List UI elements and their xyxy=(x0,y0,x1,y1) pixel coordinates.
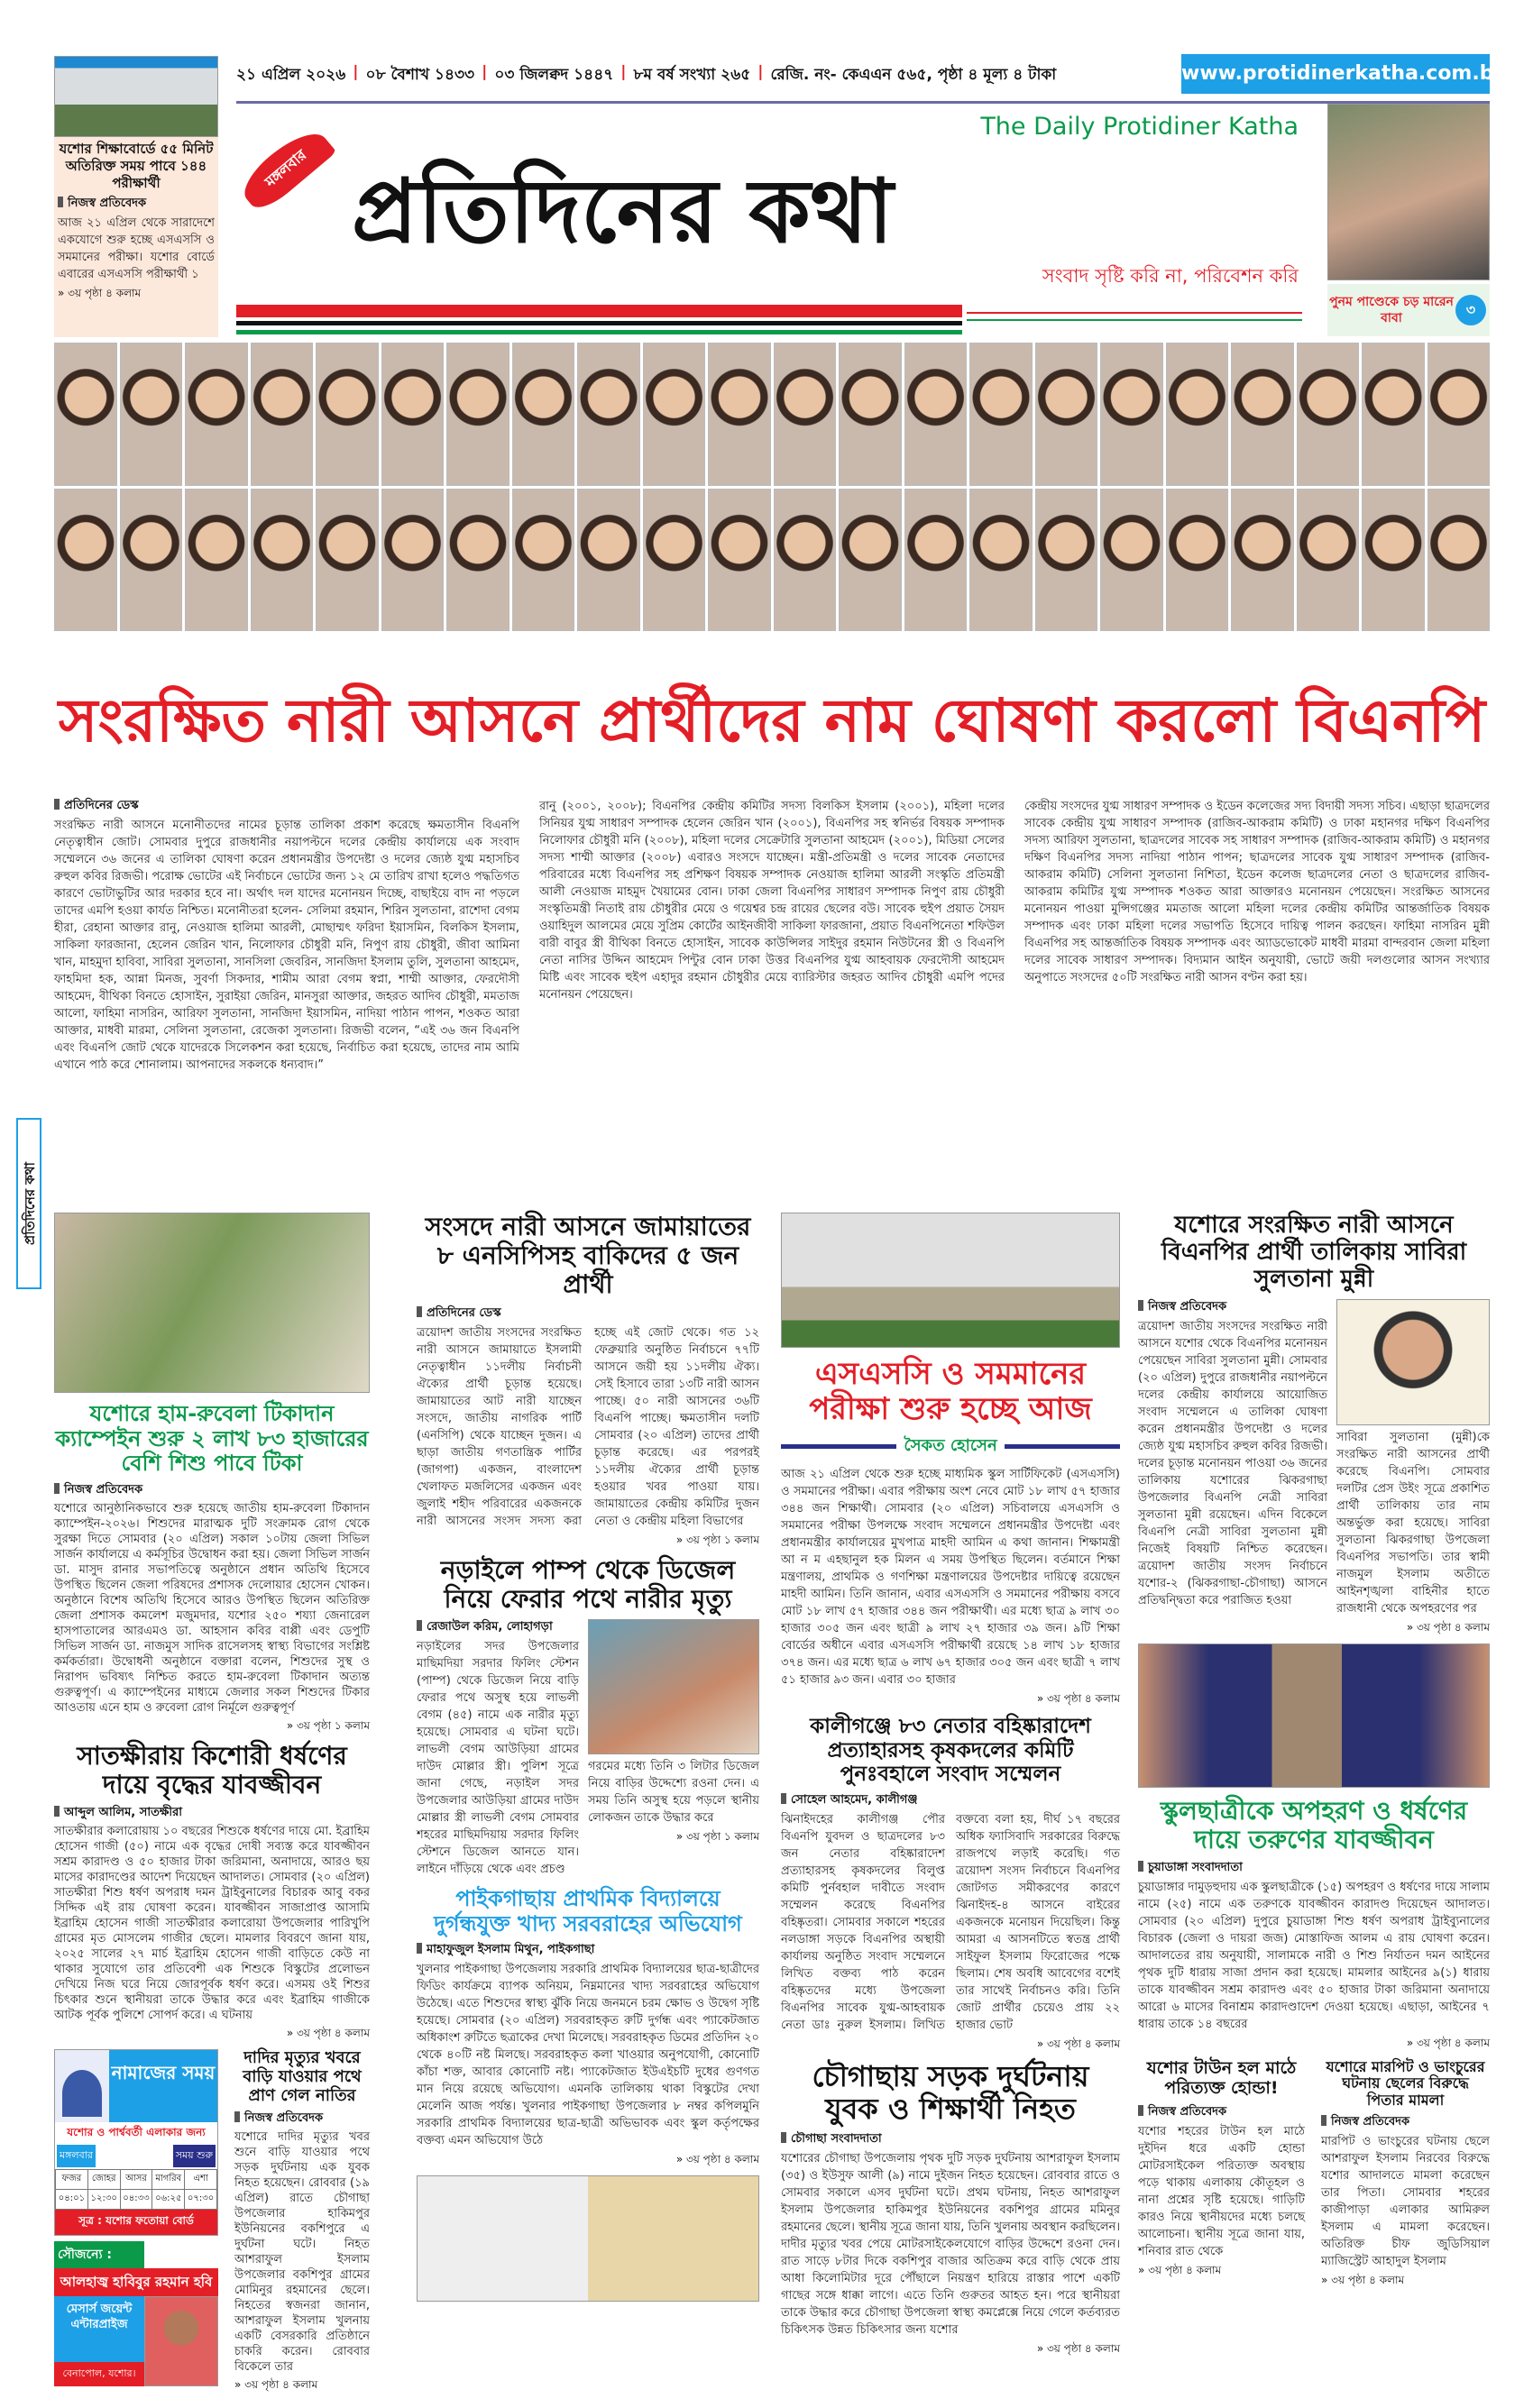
continue-link[interactable]: » ৩য় পৃষ্ঠা ৪ কলাম xyxy=(1336,1620,1490,1634)
date-bangla: ০৮ বৈশাখ ১৪৩৩ xyxy=(365,66,475,84)
story-body: আজ ২১ এপ্রিল থেকে শুরু হচ্ছে মাধ্যমিক স্কুল সার্টিফিকেট (এসএসসি) ও সমমানের পরীক্ষা। এবার পরীক্ষায় অংশ নেবে মোট ১৮ লাখ ৫৭ হাজার ৩৪৪ জন শিক্ষার্থী। সোমবার (২০ এপ্রিল) সচিবালয়ে এসএসসি ও সমমানের পরীক্ষা উপলক্ষে সংবাদ সম্মেলনে প্রধানমন্ত্রীর উপদেষ্টা এবং প্রধানমন্ত্রীর কার্যালয়ের মুখপাত্র মাহদী আমিন এ কথা জানান। শিক্ষামন্ত্রী আ ন ম এহছানুল হক মিলন এ সময় উপস্থিত ছিলেন। বর্তমানে শিক্ষা মন্ত্রণালয়, প্রাথমিক ও গণশিক্ষা মন্ত্রণালয়ের উপদেষ্টার দায়িত্বে রয়েছেন মাহদী আমিন। তিনি জানান, এবার এসএসসি ও সমমানের পরীক্ষায় বসবে মোট ১৮ লাখ ৫৭ হাজার ৩৪৪ জন পরীক্ষার্থী। এর মধ্যে ছাত্র ৯ লাখ ৩০ হাজার ৩০৫ জন এবং ছাত্রী ৯ লাখ ২৭ হাজার ৩৯ জন। ৯টি শিক্ষা বোর্ডের অধীনে এবার এসএসসি পরীক্ষার্থী রয়েছে ১৪ লাখ ১৮ হাজার ৩৭৪ জন। এর মধ্যে ছাত্র ৬ লাখ ৬৭ হাজার ৩০৫ জন এবং ছাত্রী ৭ লাখ ৫১ হাজার ৯৩ জন। এবার ৩০ হাজার xyxy=(781,1468,1120,1688)
masthead-english: The Daily Protidiner Katha xyxy=(980,113,1299,141)
sponsor-place: বেনাপোল, যশোর। xyxy=(54,2362,144,2386)
teaser-right-photo xyxy=(1327,104,1490,280)
candidate-portrait xyxy=(1166,343,1229,486)
candidate-portrait xyxy=(1297,343,1360,486)
story-headline: সংসদে নারী আসনে জামায়াতের ৮ এনসিপিসহ বাকিদের ৫ জন প্রার্থী xyxy=(425,1212,751,1300)
website-link[interactable]: www.protidinerkatha.com.bd xyxy=(1181,54,1490,94)
prayer-time: ০৪:০১ xyxy=(56,2190,88,2210)
prayer-table xyxy=(55,2169,217,2210)
story-byline: রেজাউল করিম, লোহাগড়া xyxy=(417,1619,579,1634)
candidate-portrait xyxy=(1297,489,1360,632)
candidate-portrait xyxy=(512,343,575,486)
day-badge: মঙ্গলবার xyxy=(235,122,337,215)
lead-column: সংরক্ষিত নারী আসনে মনোনীতদের নামের চূড়ান্ত তালিকা প্রকাশ করেছে ক্ষমতাসীন বিএনপি নেতৃত্বাধীন জোট। সোমবার দুপুরে রাজধানীর নয়াপল্টনে দলের কেন্দ্রীয় কার্যালয়ে এক সংবাদ সম্মেলনে ৩৬ জনের এ তালিকা ঘোষণা করেন প্রধানমন্ত্রীর উপদেষ্টা ও দলের জ্যেষ্ঠ যুগ্ম মহাসচিব রুহুল কবির রিজভী। পরোক্ষ ভোটের এই নির্বাচনে ভোটের জন্য ১২ মে তারিখ রাখা হলেও পদ্ধতিগত কারণে ভোটাভুটির আর দরকার হবে না। অর্থাৎ দল যাদের মনোনয়ন দিচ্ছে, বাছাইয়ে বাদ না পড়লে তাদের এমপি হওয়া কার্যত নিশ্চিত। মনোনীতরা হলেন- সেলিমা রহমান, শিরিন সুলতানা, রাশেদা বেগম হীরা, রেহানা আক্তার রানু, নেওয়াজ হালিমা আরলী, মোছাম্মৎ ফরিদা ইয়াসমিন, বিলকিস ইসলাম, সাকিলা ফারজানা, হেলেন জেরিন খান, নিলোফার চৌধুরী মনি, নিপুণ রায় চৌধুরী, জীবা আমিনা খান, মাহমুদা হাবিবা, সাবিরা সুলতানা, সানসিলা জেবরিন, সানজিদা ইসলাম তুলি, সুলতানা আহমেদ, ফাহমিদা হক, আন্না মিনজ, সুবর্ণা সিকদার, শামীম আরা বেগম স্বপ্না, শাম্মী আক্তার, ফেরদৌসী আহমেদ, বীথিকা বিনতে হোসাইন, সুরাইয়া জেরিন, মানসুরা আক্তার, জহরত আদিব চৌধুরী, মমতাজ আলো, ফাহিমা নাসরিন, আরিফা সুলতানা, সানজিদা ইয়াসমিন, নাদিয়া পাঠান পাপন, শওকত আরা আক্তার, মাধবী মারমা, সেলিনা সুলতানা, রেজেকা সুলতানা। রিজভী বলেন, “এই ৩৬ জন বিএনপি এবং বিএনপি জোট থেকে যাদেরকে সিলেকশন করা হয়েছে, নির্বাচিত করা হয়েছে, তাদের নাম আমি এখানে পাঠ করে শোনালাম। আপনাদের সকলকে ধন্যবাদ।” xyxy=(54,819,519,1072)
date-english: ২১ এপ্রিল ২০২৬ xyxy=(236,66,346,84)
candidate-portrait xyxy=(1427,489,1491,632)
story-body: ত্রয়োদশ জাতীয় সংসদের সংরক্ষিত নারী আসনে যশোর থেকে বিএনপির মনোনয়ন পেয়েছেন সাবিরা সুলতানা মুন্নী। সোমবার (২০ এপ্রিল) দুপুরে রাজধানীর নয়াপল্টনে দলের কেন্দ্রীয় কার্যালয়ে আয়োজিত সংবাদ সম্মেলনে এ তালিকা ঘোষণা করেন প্রধানমন্ত্রীর উপদেষ্টা ও দলের জ্যেষ্ঠ যুগ্ম মহাসচিব রুহুল কবির রিজভী। দলের চূড়ান্ত মনোনয়ন পাওয়া ৩৬ জনের তালিকায় যশোরের ঝিকরগাছা উপজেলার বিএনপি নেত্রী সাবিরা সুলতানা মুন্নী রয়েছেন। এদিন বিকেলে বিএনপি নেত্রী সাবিরা সুলতানা মুন্নী নিজেই বিষয়টি নিশ্চিত করেছেন। ত্রয়োদশ জাতীয় সংসদ নির্বাচনে যশোর-২ (ঝিকরগাছা-চৌগাছা) আসনে প্রতিদ্বন্দ্বিতা করে পরাজিত হওয়া xyxy=(1138,1319,1327,1607)
candidate-portrait xyxy=(708,489,771,632)
continue-link[interactable]: » ৩য় পৃষ্ঠা ৪ কলাম xyxy=(781,2341,1120,2356)
candidate-portrait xyxy=(969,343,1033,486)
story-byline: মাহাফুজুল ইসলাম মিথুন, পাইকগাছা xyxy=(417,1942,759,1957)
candidate-portrait xyxy=(774,343,837,486)
masthead-rule-red xyxy=(236,305,962,317)
candidate-portrait xyxy=(708,343,771,486)
candidate-portrait xyxy=(643,343,706,486)
continue-link[interactable]: » ৩য় পৃষ্ঠা ১ কলাম xyxy=(417,1533,759,1547)
lead-headline[interactable]: সংরক্ষিত নারী আসনে প্রার্থীদের নাম ঘোষণা করলো বিএনপি xyxy=(58,686,1486,755)
candidate-portrait xyxy=(577,489,640,632)
masthead-slogan: সংবাদ সৃষ্টি করি না, পরিবেশন করি xyxy=(1042,265,1299,287)
story-kaliganj[interactable] xyxy=(781,1715,1120,2050)
story-byline: নিজস্ব প্রতিবেদক xyxy=(234,2110,370,2126)
dateline: ২১ এপ্রিল ২০২৬ | ০৮ বৈশাখ ১৪৩৩ | ০৩ জিলক্বদ ১৪৪৭ | ৮ম বর্ষ সংখ্যা ২৬৫ | রেজি. নং- কেএএন ৫৬৫, পৃষ্ঠা ৪ মূল্য ৪ টাকা xyxy=(236,63,1174,88)
story-chougachha[interactable] xyxy=(781,2060,1120,2357)
story-satkhira[interactable] xyxy=(54,1742,370,2040)
story-case[interactable] xyxy=(1321,2059,1490,2287)
story-paikgacha[interactable] xyxy=(417,1887,759,2166)
candidate-portrait xyxy=(316,343,379,486)
candidate-portrait xyxy=(1231,343,1294,486)
story-headline: স্কুলছাত্রীকে অপহরণ ও ধর্ষণের দায়ে তরুণের যাবজ্জীবন xyxy=(1160,1795,1468,1854)
story-body: চুয়াডাঙ্গার দামুড়হুদায় এক স্কুলছাত্রীকে (১৫) অপহরণ ও ধর্ষণের দায়ে সালাম নামে (২৫) নামে এক তরুণকে যাবজ্জীবন কারাদণ্ড দিয়েছেন আদালত। সোমবার (২০ এপ্রিল) দুপুরে চুয়াডাঙ্গা শিশু ধর্ষণ অপরাধ ট্রাইব্যুনালের বিচারক (জেলা ও দায়রা জজ) মোস্তাফিজ আলম এ রায় ঘোষণা করেন। আদালতের রায় অনুযায়ী, সালামকে নারী ও শিশু নির্যাতন দমন আইনের পৃথক দুটি ধারায় সাজা প্রদান করা হয়েছে। মামলার আইনের ৯(১) ধারায় তাকে যাবজ্জীবন সশ্রম কারাদণ্ড এবং ৫০ হাজার টাকা জরিমানা অনাদায়ে আরো ৬ মাসের বিনাশ্রম কারাদণ্ডাদেশ দেওয়া হয়েছে। এছাড়া, আইনের ৭ ধারায় তাকে ১৪ বছরের xyxy=(1138,1881,1490,2032)
candidate-portrait xyxy=(1035,489,1098,632)
registration-price: রেজি. নং- কেএএন ৫৬৫, পৃষ্ঠা ৪ মূল্য ৪ টাকা xyxy=(770,66,1057,84)
masthead-title: প্রতিদিনের কথা xyxy=(352,160,894,263)
prayer-day: মঙ্গলবার xyxy=(57,2145,96,2167)
candidate-portrait xyxy=(1166,489,1229,632)
story-byline: নিজস্ব প্রতিবেদক xyxy=(54,1482,370,1497)
teaser-byline: নিজস্ব প্রতিবেদক xyxy=(54,196,218,211)
story-body: নড়াইলের সদর উপজেলার মাছিমদিয়া সরদার ফিলিং স্টেশন (পাম্প) থেকে ডিজেল নিয়ে বাড়ি ফেরার পথে অসুস্থ হয়ে লাভলী বেগম (৪৫) নামে এক নারীর মৃত্যু হয়েছে। সোমবার এ ঘটনা ঘটে। লাভলী বেগম আউড়িয়া গ্রামের দাউদ মোল্লার স্ত্রী। পুলিশ সূত্রে জানা গেছে, নড়াইল সদর উপজেলার আউড়িয়া গ্রামের দাউদ মোল্লার স্ত্রী লাভলী বেগম সোমবার শহরের মাছিমদিয়ায় সরদার ফিলিং স্টেশনে ডিজেল আনতে যান। লাইনে দাঁড়িয়ে থেকে এবং প্রচণ্ড xyxy=(417,1639,579,1876)
prayer-time: ০৬:২৫ xyxy=(152,2190,185,2210)
narail-photo xyxy=(588,1619,759,1754)
vaccine-photo xyxy=(54,1213,370,1393)
column-2 xyxy=(417,1213,759,2395)
story-byline: নিজস্ব প্রতিবেদক xyxy=(1138,2104,1305,2120)
continue-link[interactable]: » ৩য় পৃষ্ঠা ৪ কলাম xyxy=(1321,2273,1490,2287)
teaser-headline: যশোর শিক্ষাবোর্ডে ৫৫ মিনিট অতিরিক্ত সময় পাবে ১৪৪ পরীক্ষার্থী xyxy=(59,141,214,191)
candidate-portrait xyxy=(577,343,640,486)
prayer-name: মাগরিব xyxy=(152,2170,185,2190)
story-headline: সাতক্ষীরায় কিশোরী ধর্ষণের দায়ে বৃদ্ধের যাবজ্জীবন xyxy=(77,1740,347,1799)
lead-byline: প্রতিদিনের ডেস্ক xyxy=(54,798,519,813)
photo-caption: সাবিরা সুলতানা (মুন্নী)কে সংরক্ষিত নারী আসনের প্রার্থী করেছে বিএনপি। সোমবার দলটির প্রেস উইং সূত্রে প্রকাশিত প্রার্থী তালিকায় তার নাম অন্তর্ভুক্ত করা হয়েছে। সাবিরা সুলতানা ঝিকরগাছা উপজেলা বিএনপির সভাপতি। তার স্বামী নাজমুল ইসলাম অতীতে আইনশৃঙ্খলা বাহিনীর হাতে রাজধানী থেকে অপহরণের পর xyxy=(1336,1430,1490,1616)
story-body: যশোরে দাদির মৃত্যুর খবর শুনে বাড়ি যাওয়ার পথে সড়ক দুর্ঘটনায় এক যুবক নিহত হয়েছেন। রোববার (১৯ এপ্রিল) রাতে চৌগাছা উপজেলার হাকিমপুর ইউনিয়নের বকশিপুরে এ দুর্ঘটনা ঘটে। নিহত আশরাফুল ইসলাম উপজেলার বকশিপুর গ্রামের মোমিনুর রহমানের ছেলে। নিহতের স্বজনরা জানান, আশরাফুল ইসলাম খুলনায় একটি বেসরকারি প্রতিষ্ঠানে চাকরি করেন। রোববার বিকেলে তার xyxy=(234,2130,370,2375)
candidate-portrait xyxy=(251,489,314,632)
story-body: যশোরের চৌগাছা উপজেলায় পৃথক দুটি সড়ক দুর্ঘটনায় আশরাফুল ইসলাম (৩৫) ও ইউসুফ আলী (৯) নামে দুইজন নিহত হয়েছেন। রোববার রাতে ও সোমবার সকালে এসব দুর্ঘটনা ঘটে। প্রথম ঘটনায়, নিহত আশরাফুল ইসলাম উপজেলার হাকিমপুর ইউনিয়নের বকশিপুর গ্রামের মমিনুর রহমানের ছেলে। স্থানীয় সূত্রে জানা যায়, তিনি খুলনায় অবস্থান করছিলেন। দাদীর মৃত্যুর খবর পেয়ে মোটরসাইকেলযোগে বাড়ির উদ্দেশে রওনা দেন। রাত সাড়ে ৮টার দিকে বকশিপুর বাজার অতিক্রম করে বাড়ি থেকে প্রায় আধা কিলোমিটার দূরে পৌঁছালে নিয়ন্ত্রণ হারিয়ে রাস্তার পাশে একটি গাছের সঙ্গে ধাক্কা লাগে। এতে তিনি গুরুতর আহত হন। পরে স্থানীয়রা তাকে উদ্ধার করে চৌগাছা উপজেলা স্বাস্থ্য কমপ্লেক্সে নিয়ে গেলে কর্তব্যরত চিকিৎসক উন্নত চিকিৎসার জন্য যশোর xyxy=(781,2152,1121,2338)
continue-link[interactable]: » ৩য় পৃষ্ঠা ১ কলাম xyxy=(54,1718,370,1733)
story-headline: এসএসসি ও সমমানের পরীক্ষা শুরু হচ্ছে আজ xyxy=(809,1356,1092,1428)
story-body: ঝিনাইদহের কালীগঞ্জ পৌর বিএনপি যুবদল ও ছাত্রদলের ৮৩ জন নেতার বহিষ্কারাদেশ প্রত্যাহারসহ কৃষকদলের বিলুপ্ত কমিটি পুর্নবহাল দাবীতে সংবাদ সম্মেলন করেছে বিএনপির বহিষ্কৃতরা। সোমবার সকালে শহরের নলডাঙ্গা সড়কে বিএনপির অস্থায়ী কার্যালয় অনুষ্ঠিত সংবাদ সম্মেলনে লিখিত বক্তব্য পাঠ করেন বহিষ্কৃতদের মধ্যে উপজেলা বিএনপির সাবেক যুগ্ম-আহবায়ক নেতা ডাঃ নুরুল ইসলাম। লিখিত বক্তব্যে বলা হয়, দীর্ঘ ১৭ বছরের অধিক ফ্যাসিবাদি সরকারের বিরুদ্ধে রাজপথে লড়াই করেছি। গত ত্রয়োদশ সংসদ নির্বাচনে বিএনপির জোটগত সমীকরণের কারণে ঝিনাইদহ-৪ আসনে বাইরের একজনকে মনোয়ন দিয়েছিল। কিন্তু আমরা এ আসনটিতে স্বতন্ত্র প্রার্থী সাইফুল ইসলাম ফিরোজের পক্ষে ছিলাম। শেষ অবধি আবেগের বশেই তার সাথেই নির্বাচনও করি। তিনি জোট প্রার্থীর চেয়েও প্রায় ২২ হাজার ভোট xyxy=(781,1812,1120,2032)
story-body: খুলনার পাইকগাছা উপজেলায় সরকারি প্রাথমিক বিদ্যালয়ের ছাত্র-ছাত্রীদের ফিডিং কার্যক্রমে ব্যাপক অনিয়ম, নিম্নমানের খাদ্য সরবরাহের অভিযোগ উঠেছে। এতে শিশুদের স্বাস্থ্য ঝুঁকি নিয়ে জনমনে চরম ক্ষোভ ও উদ্বেগ সৃষ্টি হয়েছে। সোমবার (২০ এপ্রিল) সরবরাহকৃত রুটি দুর্গন্ধ এবং প্যাকেটজাত অধিকাংশ রুটিতে ছত্রাকের দেখা মিলেছে। সরবরাহকৃত ডিমের প্রতিদিন ২০ থেকে ৪০টি নষ্ট মিলছে। সরবরাহকৃত কলা খাওয়ার অনুপযোগী, কোনোটি কাঁচা শক্ত, আবার কোনোটি নষ্ট। প্যাকেটজাত ইউএইচটি দুধের গুণগত মান নিয়ে রয়েছে অভিযোগ। এমনকি তালিকায় থাকা বিস্কুটের দেখা মেলেনি আজ পর্যন্ত। খুলনার পাইকগাছা উপজেলার ৮ নম্বর কপিলমুনি সরকারি প্রাথমিক বিদ্যালয়ের ছাত্র-ছাত্রী অভিভাবক এবং স্কুল কর্তৃপক্ষের বক্তব্য এমন অভিযোগ উঠে xyxy=(417,1963,759,2148)
masthead-rule-black xyxy=(236,321,962,325)
candidate-portrait xyxy=(185,489,248,632)
story-body: যশোরে আনুষ্ঠানিকভাবে শুরু হয়েছে জাতীয় হাম-রুবেলা টিকাদান ক্যাম্পেইন-২০২৬। শিশুদের মারাত্মক দুটি সংক্রামক রোগ থেকে সুরক্ষা দিতে সোমবার (২০ এপ্রিল) সকাল ১০টায় জেলা সিভিল সার্জন কার্যালয়ে এ কর্মসূচির উদ্বোধন করা হয়। জেলা সিভিল সার্জন ডা. মাসুদ রানার সভাপতিত্বে অনুষ্ঠানে প্রধান অতিথি হিসেবে উপস্থিত ছিলেন জেলা পরিষদের প্রশাসক দেলোয়ার হোসেন খোকন। অনুষ্ঠানে বিশেষ অতিথি হিসেবে আরও উপস্থিত ছিলেন অতিরিক্ত জেলা প্রশাসক কমলেশ মজুমদার, যশোর ২৫০ শয্যা জেনারেল হাসপাতালের আরএমও ডা. আহসান কবির বাপ্পী এবং ডেপুটি সিভিল সার্জন ডা. নাজমুস সাদিক রাসেলসহ স্বাস্থ্য বিভাগের সংশ্লিষ্ট কর্মকর্তারা। উদ্বোধনী অনুষ্ঠানে বক্তারা বলেন, শিশুদের সুস্থ ও নিরাপদ ভবিষ্যৎ নিশ্চিত করতে হাম-রুবেলা টিকাদান অত্যন্ত গুরুত্বপূর্ণ। এ ক্যাম্পেইনের মাধ্যমে জেলার সকল শিশুদের টিকার আওতায় এনে হাম ও রুবেলা রোগ নির্মূলে গুরুত্বপূর্ণ xyxy=(54,1501,370,1715)
prayer-name: ফজর xyxy=(56,2170,88,2190)
story-headline: চৌগাছায় সড়ক দুর্ঘটনায় যুবক ও শিক্ষার্থী নিহত xyxy=(812,2058,1089,2127)
story-byline: চুয়াডাঙ্গা সংবাদদাতা xyxy=(1138,1860,1490,1875)
continue-link[interactable]: » ৩য় পৃষ্ঠা ৪ কলাম xyxy=(781,2037,1120,2051)
candidate-portrait xyxy=(120,489,183,632)
story-headline: যশোরে সংরক্ষিত নারী আসনে বিএনপির প্রার্থী তালিকায় সাবিরা সুলতানা মুন্নী xyxy=(1161,1212,1467,1293)
candidate-portrait xyxy=(1035,343,1098,486)
story-headline: দাদির মৃত্যুর খবরে বাড়ি যাওয়ার পথে প্রাণ গেল নাতির xyxy=(243,2048,362,2105)
sponsor-firm: মেসার্স জয়েন্ট এন্টারপ্রাইজ xyxy=(54,2296,144,2362)
candidate-portrait xyxy=(1362,489,1425,632)
sabira-photo xyxy=(1336,1299,1490,1425)
prayer-time: ০৪:৩৩ xyxy=(120,2190,152,2210)
candidate-portrait xyxy=(904,343,968,486)
story-body: যশোর শহরের টাউন হল মাঠে দুইদিন ধরে একটি হোন্ডা মোটরসাইকেল পরিত্যক্ত অবস্থায় পড়ে থাকায় এলাকায় কৌতূহল ও নানা প্রশ্নের সৃষ্টি হয়েছে। গাড়িটি কারও নিয়ে স্থানীয়দের মধ্যে চলছে আলোচনা। স্থানীয় সূত্রে জানা যায়, শনিবার রাত থেকে xyxy=(1138,2124,1305,2258)
teaser-left[interactable] xyxy=(54,56,218,337)
column-3 xyxy=(781,1213,1120,2395)
prayer-title: নামাজের সময় xyxy=(109,2050,217,2122)
prayer-time: ১২:৩০ xyxy=(87,2190,120,2210)
teaser-continue[interactable]: » ৩য় পৃষ্ঠা ৪ কলাম xyxy=(54,286,218,300)
candidate-portrait xyxy=(251,343,314,486)
header-rule xyxy=(236,101,1490,104)
prayer-region: যশোর ও পার্শ্ববর্তী এলাকার জন্য xyxy=(67,2126,206,2139)
story-headline: যশোরে হাম-রুবেলা টিকাদান ক্যাম্পেইন শুরু ২ লাখ ৮৩ হাজারের বেশি শিশু পাবে টিকা xyxy=(55,1401,369,1477)
sponsor-name: আলহাজ্ব হাবিবুর রহমান হবি xyxy=(54,2268,218,2296)
continue-link[interactable]: » ৩য় পৃষ্ঠা ৪ কলাম xyxy=(1138,2263,1305,2277)
story-byline: আব্দুল আলিম, সাতক্ষীরা xyxy=(54,1805,370,1820)
prayer-name: আসর xyxy=(120,2170,152,2190)
candidate-portrait xyxy=(120,343,183,486)
story-byline: নিজস্ব প্রতিবেদক xyxy=(1138,1299,1327,1314)
teaser-photo xyxy=(54,56,218,137)
candidate-portrait xyxy=(1100,489,1163,632)
prayer-name: জোহর xyxy=(87,2170,120,2190)
candidate-portrait xyxy=(316,489,379,632)
sponsor-box xyxy=(54,2241,218,2386)
column-1 xyxy=(54,1213,370,2395)
story-byline: সৈকত হোসেন xyxy=(904,1436,997,1456)
story-jamaat[interactable] xyxy=(417,1213,759,1547)
teaser-text: আজ ২১ এপ্রিল থেকে সারাদেশে একযোগে শুরু হচ্ছে এসএসসি ও সমমানের পরীক্ষা। যশোর বোর্ডে এবারের এসএসসি পরীক্ষার্থী ১ xyxy=(58,216,215,281)
continue-link[interactable]: » ৩য় পৃষ্ঠা ৪ কলাম xyxy=(234,2377,370,2392)
story-body: ত্রয়োদশ জাতীয় সংসদের সংরক্ষিত নারী আসনে জামায়াতে ইসলামী নেতৃত্বাধীন ১১দলীয় নির্বাচনী ঐক্যের প্রার্থী চূড়ান্ত হয়েছে। জামায়াতের আট নারী যাচ্ছেন সংসদে, জাতীয় নাগরিক পার্টি (এনসিপি) থেকে যাচ্ছেন দুজন। এ ছাড়া জাতীয় গণতান্ত্রিক পার্টির (জাগপা) একজন, বাংলাদেশ খেলাফত মজলিসের একজন এবং জুলাই শহীদ পরিবারের একজনকে নারী আসনের সংসদ সদস্য করা হচ্ছে এই জোট থেকে। গত ১২ ফেব্রুয়ারি অনুষ্ঠিত নির্বাচনে ৭৭টি আসনে জয়ী হয় ১১দলীয় ঐক্য। সেই হিসাবে তারা ১৩টি নারী আসন পাচ্ছে। ৫০ নারী আসনের ৩৬টি বিএনপি পাচ্ছে। ক্ষমতাসীন দলটি সোমবার (২০ এপ্রিল) তাদের প্রার্থী চূড়ান্ত করেছে। এর পরপরই ১১দলীয় ঐক্যের প্রার্থী চূড়ান্ত হওয়ার খবর পাওয়া যায়। জামায়াতের কেন্দ্রীয় কমিটির দুজন নেতা ও কেন্দ্রীয় মহিলা বিভাগের xyxy=(417,1325,759,1528)
story-narail[interactable] xyxy=(417,1556,759,1878)
story-headline: পাইকগাছায় প্রাথমিক বিদ্যালয়ে দুর্গন্ধযুক্ত খাদ্য সরবরাহের অভিযোগ xyxy=(434,1885,742,1936)
photo-caption: গরমের মধ্যে তিনি ৩ লিটার ডিজেল নিয়ে বাড়ির উদ্দেশ্যে রওনা দেন। এ সময় তিনি অসুস্থ হয়ে পড়লে স্থানীয় লোকজন তাকে উদ্ধার করে xyxy=(588,1759,759,1825)
lead-column: রানু (২০০১, ২০০৮); বিএনপির কেন্দ্রীয় কমিটির সদস্য বিলকিস ইসলাম (২০০১), মহিলা দলের সিনিয়র যুগ্ম সাধারণ সম্পাদক হেলেন জেরিন খান (২০০১), বিএনপির সহ স্বনির্ভর বিষয়ক সম্পাদক নিলোফার চৌধুরী মনি (২০০৮), মহিলা দলের সেক্রেটারি সুলতানা আহমেদ (২০০১), মিডিয়া সেলের সদস্য শাম্মী আক্তার (২০০৮) এবারও সংসদে যাচ্ছেন। মন্ত্রী-প্রতিমন্ত্রী ও দলের সাবেক নেতাদের পরিবারের মধ্যে বিএনপির সহ প্রশিক্ষণ বিষয়ক সম্পাদক নেওয়াজ হালিমা আরলী সংস্কৃতি প্রতিমন্ত্রী আলী নেওয়াজ মাহমুদ খৈয়ামের বোন। ঢাকা জেলা বিএনপির সাধারণ সম্পাদক নিপুণ রায় চৌধুরী সংস্কৃতিমন্ত্রী নিতাই রায় চৌধুরীর মেয়ে ও গয়েশ্বর চন্দ্র রায়ের ছেলের বউ। সাবেক হুইপ প্রয়াত সৈয়দ ওয়াহিদুল আলমের মেয়ে সুপ্রিম কোর্টের আইনজীবী সাকিলা ফারজানা, প্রয়াত বিএনপিনেতা শফিউল বারী বাবুর স্ত্রী বীথিকা বিনতে হোসাইন, সাবেক কাউন্সিলর সাইদুর রহমান নিউটনের স্ত্রী ও বিএনপি নেতা নাসির উদ্দিন আহমেদ পিন্টুর বোন ঢাকা উত্তর বিএনপির যুগ্ম আহবায়ক ফেরদৌসী আহমেদ মিষ্টি এবং সাবেক হুইপ এহাদুর রহমান চৌধুরীর মেয়ে ব্যারিস্টার জহরত আদিব চৌধুরী এমপি পদের মনোনয়ন পেয়েছেন। xyxy=(539,800,1005,1002)
sponsor-label: সৌজন্যে : xyxy=(54,2241,144,2268)
candidate-portrait xyxy=(969,489,1033,632)
story-headline: যশোরে মারপিট ও ভাংচুরের ঘটনায় ছেলের বিরুদ্ধে পিতার মামলা xyxy=(1326,2058,1485,2109)
story-body: সাতক্ষীরার কলারোয়ায় ১০ বছরের শিশুকে ধর্ষণের দায়ে মো. ইব্রাহিম হোসেন গাজী (৫০) নামে এক বৃদ্ধের দোষী সব্যস্ত করে যাবজ্জীবন সশ্রম কারাদণ্ড ও ৫০ হাজার টাকা জরিমানা, অনাদায়ে, আরও ছয় মাসের কারাদণ্ডের আদেশ দিয়েছেন আদালত। সোমবার (২০ এপ্রিল) সাতক্ষীরা শিশু ধর্ষণ অপরাধ দমন ট্রাইবুনালের বিচারক আবু বকর সিদ্দিক এই রায় ঘোষণা করেন। যাবজ্জীবন সাজাপ্রাপ্ত আসামি ইব্রাহিম হোসেন গাজী সাতক্ষীরার কলারোয়া উপজেলার পারিখুপি গ্রামের মৃত মোসলেম গাজীর ছেলে। মামলার বিবরণে জানা যায়, ২০২৫ সালের ২৭ মার্চ ইব্রাহিম হোসেন গাজী বাড়িতে কেউ না থাকার সুযোগে তার প্রতিবেশী এক শিশুকে বিস্কুটের প্রলোভন দেখিয়ে নিজ ঘরে নিয়ে জোরপূর্বক ধর্ষণ করে। এসময় ওই শিশুর চিৎকার শুনে স্থানীয়রা তাকে উদ্ধার করে এবং ইব্রাহিম গাজীকে আটক পূর্বক পুলিশে সোপর্দ করে। এ ঘটনায় xyxy=(54,1825,370,2023)
column-4 xyxy=(1138,1213,1490,2395)
continue-link[interactable]: » ৩য় পৃষ্ঠা ৪ কলাম xyxy=(54,2026,370,2040)
candidate-portrait xyxy=(904,489,968,632)
continue-link[interactable]: » ৩য় পৃষ্ঠা ৪ কলাম xyxy=(417,2152,759,2166)
candidate-portrait xyxy=(1100,343,1163,486)
masthead-rule-right xyxy=(967,312,1302,321)
story-headline: যশোর টাউন হল মাঠে পরিত্যক্ত হোন্ডা! xyxy=(1146,2058,1297,2098)
police-arrest-photo xyxy=(1138,1643,1490,1788)
candidate-portrait xyxy=(512,489,575,632)
candidate-portrait xyxy=(1362,343,1425,486)
candidate-portrait xyxy=(446,489,509,632)
story-sabira[interactable] xyxy=(1138,1213,1490,1634)
story-byline: প্রতিদিনের ডেস্ক xyxy=(417,1305,759,1321)
candidate-portrait xyxy=(643,489,706,632)
candidate-photo-grid xyxy=(54,343,1490,631)
prayer-time: ০৭:৩০ xyxy=(185,2190,217,2210)
prayer-times-box xyxy=(54,2049,218,2236)
candidate-portrait xyxy=(1231,489,1294,632)
story-body: মারপিট ও ভাংচুরের ঘটনায় ছেলে আশরাফুল ইসলাম নিরবের বিরুদ্ধে যশোর আদালতে মামলা করেছেন তার পিতা। সোমবার শহরের কাজীপাড়া এলাকার আমিরুল ইসলাম এ মামলা করেছেন। অতিরিক্ত চীফ জুডিসিয়াল ম্যাজিস্ট্রেট আহাদুল ইসলাম xyxy=(1321,2135,1490,2269)
story-vaccine[interactable] xyxy=(54,1402,370,1733)
story-headline: কালীগঞ্জে ৮৩ নেতার বহিষ্কারাদেশ প্রত্যাহারসহ কৃষকদলের কমিটি পুনঃবহালে সংবাদ সম্মেলন xyxy=(810,1715,1091,1787)
story-grandma[interactable] xyxy=(234,2049,370,2392)
teaser-right[interactable] xyxy=(1327,104,1490,338)
date-hijri: ০৩ জিলক্বদ ১৪৪৭ xyxy=(494,66,614,84)
continue-link[interactable]: » ৩য় পৃষ্ঠা ৪ কলাম xyxy=(781,1691,1120,1706)
candidate-portrait xyxy=(774,489,837,632)
lead-body xyxy=(54,798,1490,1204)
prayer-start-label: সময় শুরু xyxy=(173,2145,216,2167)
prayer-name: এশা xyxy=(185,2170,217,2190)
side-tab: প্রতিদিনের কথা xyxy=(16,1118,41,1289)
masthead-rule-green xyxy=(236,330,962,334)
continue-link[interactable]: » ৩য় পৃষ্ঠা ১ কলাম xyxy=(588,1829,759,1844)
candidate-portrait xyxy=(54,489,117,632)
page-number-badge: ৩ xyxy=(1455,295,1486,325)
prayer-source: সূত্র : যশোর ফতোয়া বোর্ড xyxy=(55,2210,217,2235)
candidate-portrait xyxy=(381,489,445,632)
school-photo xyxy=(781,1213,1120,1348)
lead-column: কেন্দ্রীয় সংসদের যুগ্ম সাধারণ সম্পাদক ও ইডেন কলেজের সদ্য বিদায়ী সদস্য সচিব। এছাড়া ছাত্রদলের সাবেক কেন্দ্রীয় যুগ্ম সাধারণ সম্পাদক (রাজিব-আকরাম কমিটি) ও ঢাকা মহানগর দক্ষিণ বিএনপির সদস্য আরিফা সুলতানা, ছাত্রদলের সাবেক সহ সাধারণ সম্পাদক (রাজিব-আকরাম কমিটি) ও মহানগর দক্ষিণ বিএনপির সদস্য নাদিয়া পাঠান পাপন; ছাত্রদলের সাবেক যুগ্ম সাধারণ সম্পাদক (রাজিব-আকরাম কমিটি) সেলিনা সুলতানা নিশিতা, ইডেন কলেজ ছাত্রদলের নেতা ও ছাত্রদলের রাজিব-আকরাম কমিটির যুগ্ম সম্পাদক শওকত আরা আক্তারও মনোনয়ন পেয়েছেন। সংরক্ষিত আসনের মনোনয়ন পাওয়া মুন্সিগঞ্জের মমতাজ আলো মহিলা দলের কেন্দ্রীয় কমিটির আন্তর্জাতিক বিষয়ক সম্পাদক এবং ঢাকা মহিলা দলের সভাপতি হিসেবে দায়িত্ব পালন করছেন। ফাহিমা নাসরিন মুন্নী বিএনপির সহ আন্তর্জাতিক বিষয়ক সম্পাদক এবং অ্যাডভোকেট মাধবী মারমা বান্দরবান জেলা মহিলা দলের সাবেক সাধারণ সম্পাদক। বিদ্যমান আইন অনুযায়ী, ভোটে জয়ী দলগুলোর আসন সংখ্যার অনুপাতে সংসদের ৫০টি সংরক্ষিত নারী আসন বণ্টন করা হয়। xyxy=(1024,800,1490,984)
candidate-portrait xyxy=(839,343,902,486)
candidate-portrait xyxy=(185,343,248,486)
story-byline: নিজস্ব প্রতিবেদক xyxy=(1321,2114,1490,2129)
story-headline: নড়াইলে পাম্প থেকে ডিজেল নিয়ে ফেরার পথে নারীর মৃত্যু xyxy=(440,1554,736,1614)
story-byline: সোহেল আহমেদ, কালীগঞ্জ xyxy=(781,1792,1120,1808)
candidate-portrait xyxy=(1427,343,1491,486)
story-byline: চৌগাছা সংবাদদাতা xyxy=(781,2131,1120,2147)
story-ssc[interactable] xyxy=(781,1357,1120,1706)
continue-link[interactable]: » ৩য় পৃষ্ঠা ৪ কলাম xyxy=(1138,2036,1490,2050)
story-chuadanga[interactable] xyxy=(1138,1797,1490,2050)
story-townhall[interactable] xyxy=(1138,2059,1305,2287)
candidate-portrait xyxy=(54,343,117,486)
food-photo xyxy=(417,2175,759,2302)
candidate-portrait xyxy=(839,489,902,632)
sponsor-photo xyxy=(144,2296,218,2386)
candidate-portrait xyxy=(446,343,509,486)
teaser-right-caption: পুনম পাণ্ডেকে চড় মারেন বাবা xyxy=(1329,295,1454,325)
mosque-icon xyxy=(55,2050,109,2122)
issue-number: ৮ম বর্ষ সংখ্যা ২৬৫ xyxy=(633,66,751,84)
candidate-portrait xyxy=(381,343,445,486)
